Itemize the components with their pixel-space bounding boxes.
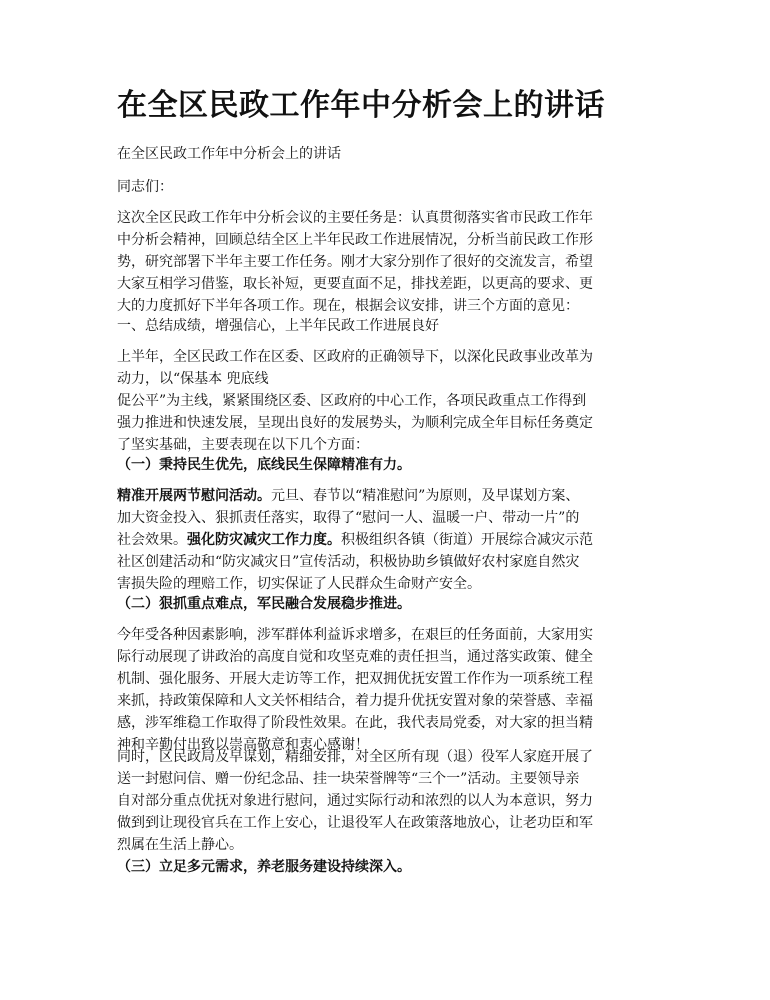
section1-line: 了坚实基础，主要表现在以下几个方面： [117,437,369,453]
bold-phrase: 强化防灾减灾工作力度。 [187,532,341,548]
text-run: 积极组织各镇（街道）开展综合减灾示范 [341,532,593,548]
page-title: 在全区民政工作年中分析会上的讲话 [117,88,605,123]
section-heading-1: 一、总结成绩，增强信心，上半年民政工作进展良好 [117,318,439,334]
subsection2-line: 感，涉军维稳工作取得了阶段性效果。在此，我代表局党委，对大家的担当精 [117,715,593,731]
subsection2-line: 送一封慰问信、赠一份纪念品、挂一块荣誉牌等“三个一”活动。主要领导亲 [117,771,580,787]
subsection-heading-3: （三）立足多元需求，养老服务建设持续深入。 [117,859,411,875]
text-run: 元旦、春节以“精准慰问”为原则，及早谋划方案、 [271,488,580,504]
subsection-heading-1: （一）秉持民生优先，底线民生保障精准有力。 [117,457,411,473]
section1-line: 强力推进和快速发展，呈现出良好的发展势头，为顺利完成全年目标任务奠定 [117,415,593,431]
section1-paragraph [117,346,657,456]
subsection1-line: 加大资金投入、狠抓责任落实，取得了“慰问一人、温暖一户、带动一片”的 [117,510,580,526]
subsection2-line: 来抓，持政策保障和人文关怀相结合，着力提升优抚安置对象的荣誉感、幸福 [117,693,593,709]
subsection2-line: 自对部分重点优抚对象进行慰问，通过实际行动和浓烈的以人为本意识，努力 [117,793,593,809]
section1-line: 动力，以“保基本 兜底线 [117,371,269,387]
subsection2-line: 际行动展现了讲政治的高度自觉和攻坚克难的责任担当，通过落实政策、健全 [117,649,593,665]
bold-phrase: 精准开展两节慰问活动。 [117,488,271,504]
subsection1-line [117,485,657,507]
intro-line: 这次全区民政工作年中分析会议的主要任务是：认真贯彻落实省市民政工作年 [117,210,593,226]
subsection1-line: 害损失险的理赔工作，切实保证了人民群众生命财产安全。 [117,576,481,592]
subtitle: 在全区民政工作年中分析会上的讲话 [117,146,341,162]
subsection1-paragraph [117,485,657,595]
intro-line: 大家互相学习借鉴，取长补短，更要直面不足，排找差距，以更高的要求、更 [117,276,593,292]
intro-paragraph [117,207,657,317]
intro-line: 中分析会精神，回顾总结全区上半年民政工作进展情况，分析当前民政工作形 [117,232,593,248]
subsection2-paragraph-1 [117,624,657,756]
greeting: 同志们： [117,179,173,195]
subsection-heading-2: （二）狠抓重点难点，军民融合发展稳步推进。 [117,596,411,612]
subsection1-line [117,529,657,551]
subsection2-line: 做到到让现役官兵在工作上安心，让退役军人在政策落地放心，让老功臣和军 [117,815,593,831]
subsection2-line: 机制、强化服务、开展大走访等工作，把双拥优抚安置工作作为一项系统工程 [117,671,593,687]
intro-line: 大的力度抓好下半年各项工作。现在，根据会议安排，讲三个方面的意见： [117,298,579,314]
subsection2-line: 今年受各种因素影响，涉军群体利益诉求增多，在艰巨的任务面前，大家用实 [117,627,593,643]
subsection2-line: 同时，区民政局及早谋划，精细安排，对全区所有现（退）役军人家庭开展了 [117,749,593,765]
subsection2-line: 烈属在生活上静心。 [117,837,243,853]
section1-line: 促公平”为主线，紧紧围绕区委、区政府的中心工作，各项民政重点工作得到 [117,393,587,409]
subsection2-line: 神和辛勤付出致以崇高敬意和衷心感谢！ [117,737,369,753]
subsection2-paragraph-2 [117,746,657,856]
section1-line: 上半年，全区民政工作在区委、区政府的正确领导下，以深化民政事业改革为 [117,349,593,365]
text-run: 社会效果。 [117,532,187,548]
subsection1-line: 社区创建活动和“防灾减灾日”宣传活动，积极协助乡镇做好农村家庭自然灾 [117,554,580,570]
intro-line: 势，研究部署下半年主要工作任务。刚才大家分别作了很好的交流发言，希望 [117,254,593,270]
